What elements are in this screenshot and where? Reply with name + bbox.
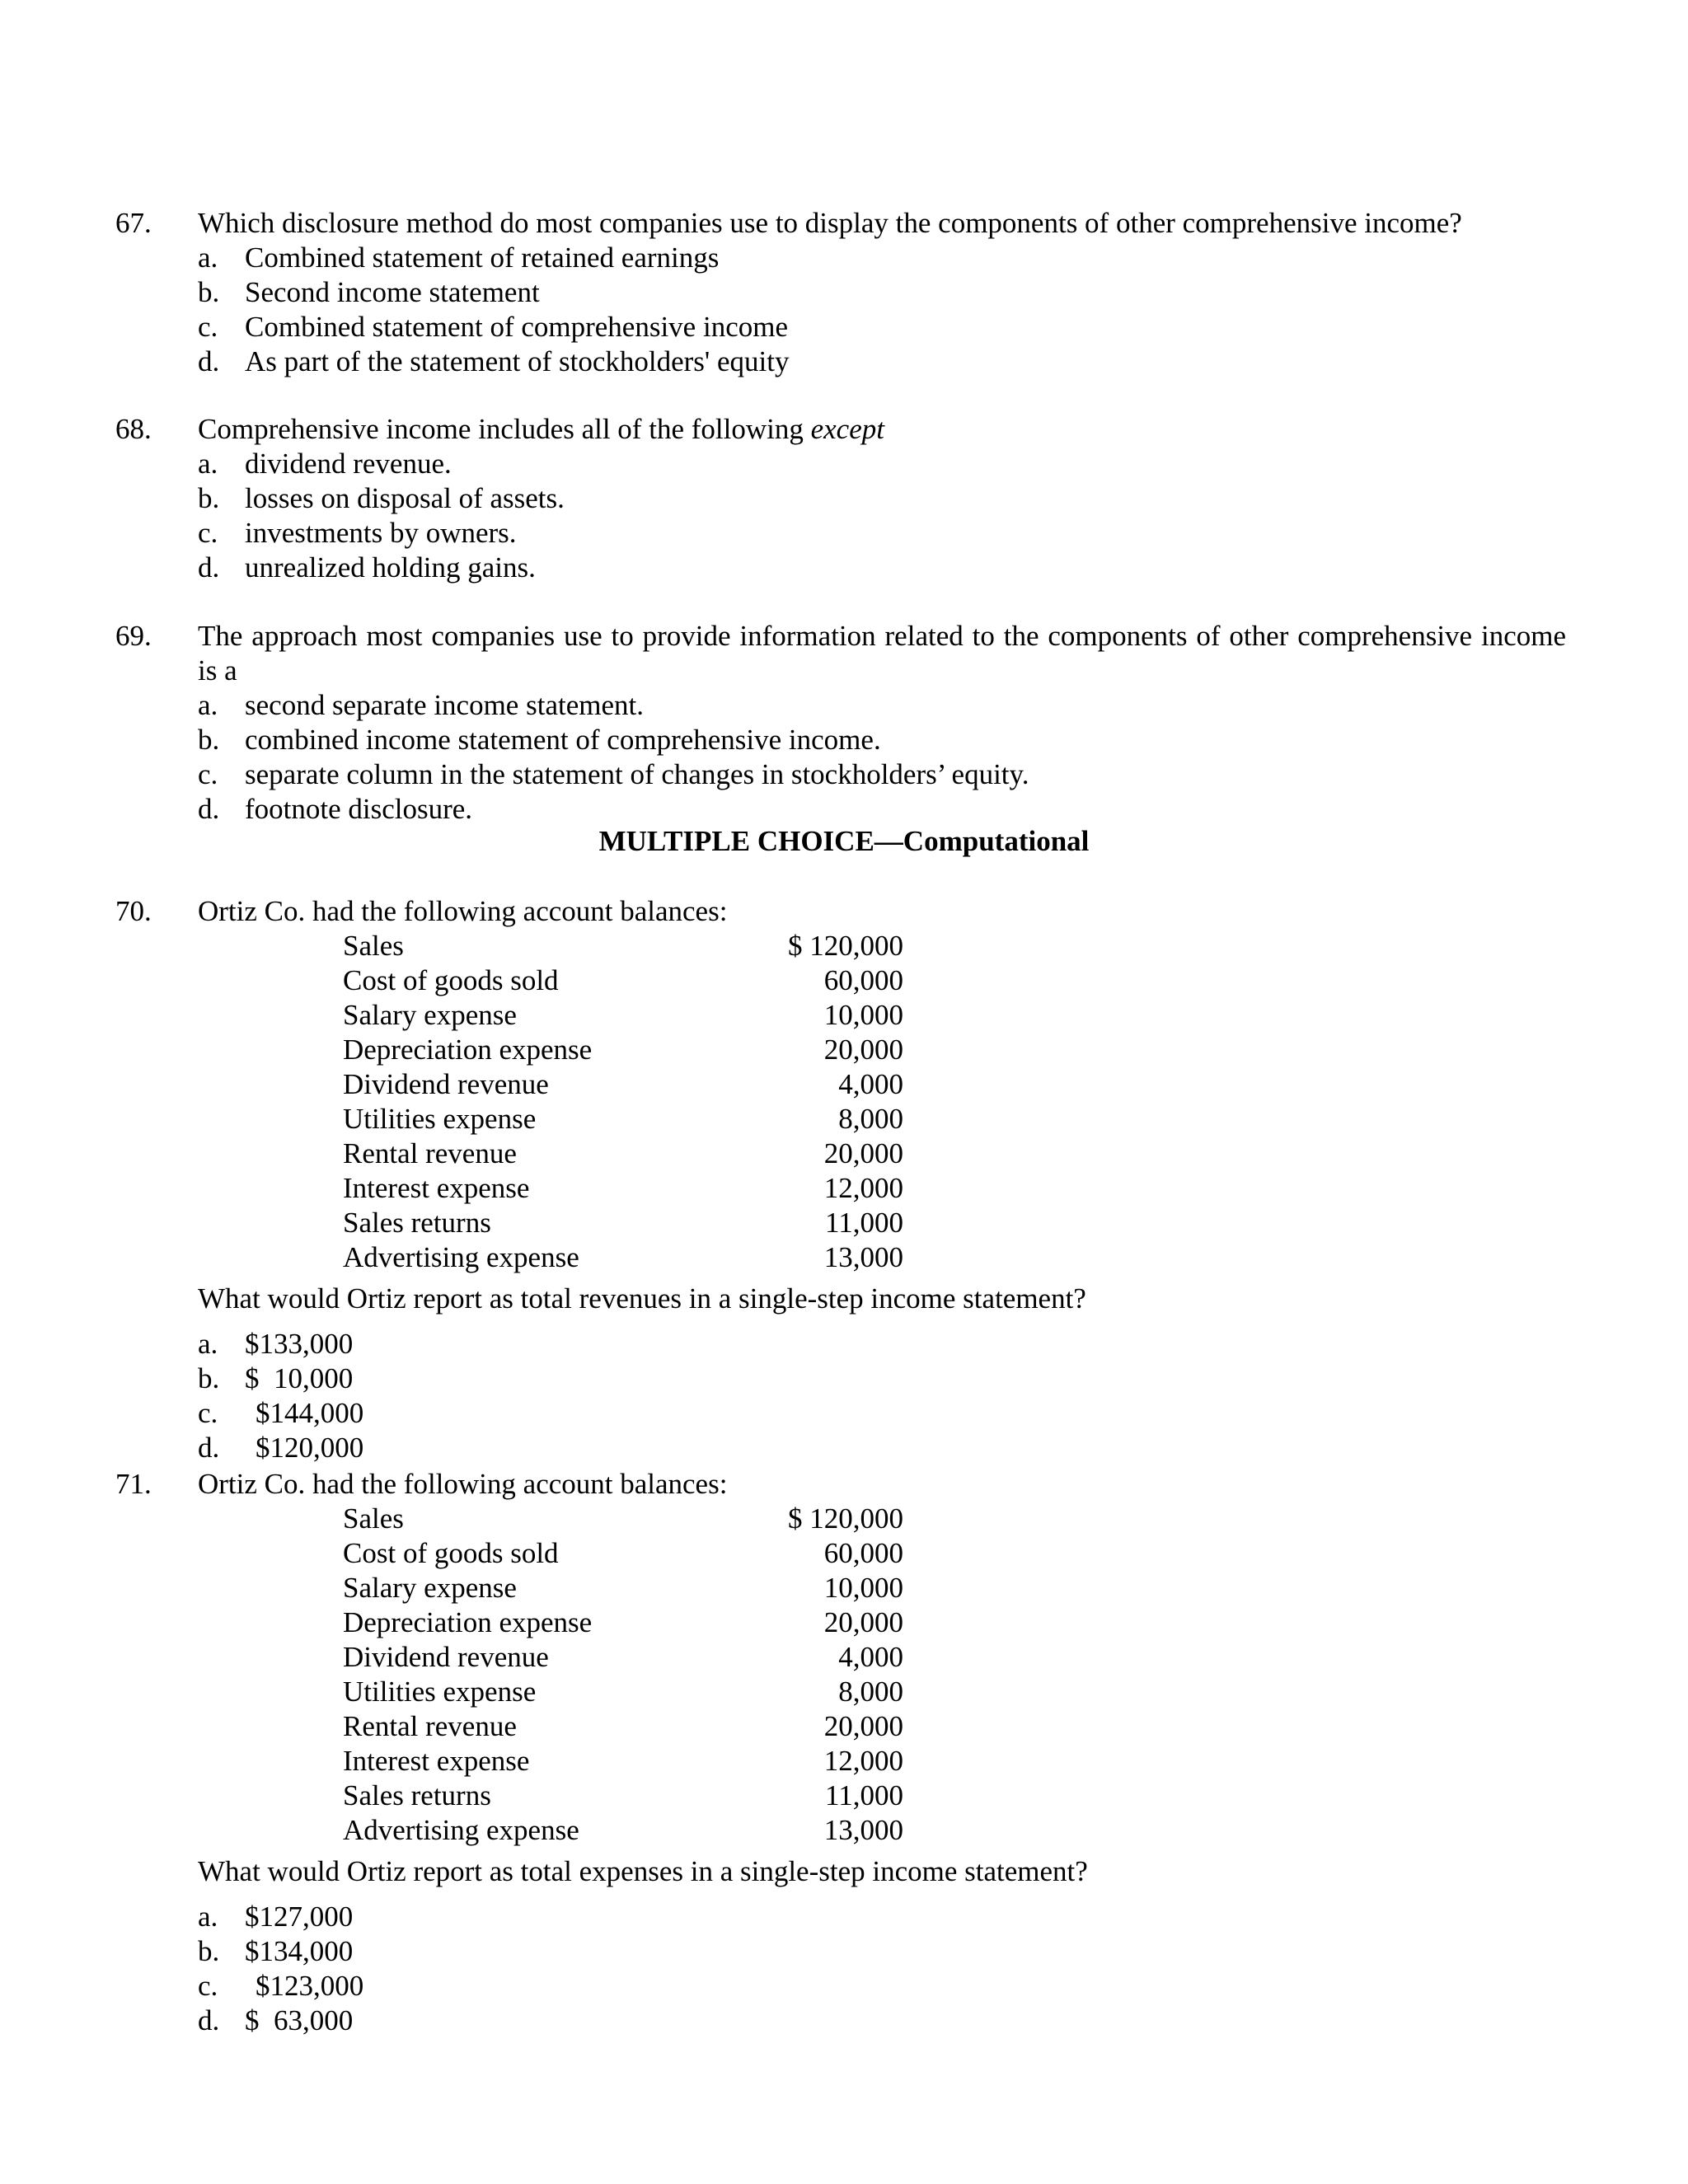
account-name: Sales returns	[343, 1207, 491, 1239]
account-name: Cost of goods sold	[343, 1537, 559, 1569]
option-text: $123,000	[256, 1970, 364, 2002]
option-d	[198, 551, 1566, 585]
option-text: $134,000	[245, 1935, 354, 1967]
option-letter: b.	[198, 482, 220, 514]
option-letter: d.	[198, 1432, 220, 1464]
option-letter: a.	[198, 1900, 218, 1933]
option-b	[198, 1934, 692, 1969]
question-stem: Ortiz Co. had the following account balances:	[198, 1468, 728, 1500]
option-text: Combined statement of comprehensive income	[245, 311, 788, 343]
account-balances-table	[343, 1502, 903, 1848]
account-row	[343, 1779, 903, 1813]
option-text: $ 10,000	[245, 1362, 354, 1394]
account-value: 13,000	[823, 1241, 903, 1273]
question-prompt: What would Ortiz report as total expenses in a single-step income statement?	[198, 1855, 1088, 1887]
account-balances-table	[343, 929, 903, 1275]
account-row	[343, 1536, 903, 1571]
account-name: Advertising expense	[343, 1814, 579, 1846]
option-c	[198, 1396, 692, 1431]
option-text: unrealized holding gains.	[245, 551, 536, 583]
option-c	[198, 516, 1566, 551]
option-text: combined income statement of comprehensive income.	[245, 724, 881, 756]
option-text: $133,000	[245, 1328, 354, 1360]
account-row	[343, 1675, 903, 1709]
account-name: Sales	[343, 1502, 404, 1535]
account-row	[343, 1640, 903, 1675]
account-name: Cost of goods sold	[343, 964, 559, 996]
option-letter: b.	[198, 1935, 220, 1967]
account-value: 60,000	[823, 964, 903, 996]
account-row	[343, 998, 903, 1033]
option-letter: c.	[198, 1397, 218, 1429]
account-value: 8,000	[838, 1103, 903, 1135]
option-text: Combined statement of retained earnings	[245, 241, 720, 274]
option-c	[198, 310, 1566, 344]
option-letter: c.	[198, 311, 218, 343]
option-letter: a.	[198, 689, 218, 721]
option-list	[198, 447, 1566, 585]
option-letter: d.	[198, 345, 220, 377]
option-a	[198, 1327, 692, 1361]
option-list	[198, 1327, 692, 1465]
option-letter: c.	[198, 517, 218, 549]
account-name: Advertising expense	[343, 1241, 579, 1273]
option-letter: a.	[198, 448, 218, 480]
option-text: Second income statement	[245, 276, 540, 308]
option-list	[198, 688, 1566, 827]
option-letter: a.	[198, 1328, 218, 1360]
question-stem	[198, 412, 1566, 447]
account-row	[343, 1102, 903, 1137]
account-name: Dividend revenue	[343, 1068, 549, 1100]
option-text: $127,000	[245, 1900, 354, 1933]
account-value: 8,000	[838, 1675, 903, 1708]
question-number: 70.	[115, 895, 152, 927]
account-row	[343, 1502, 903, 1536]
option-c	[198, 1969, 692, 2004]
account-name: Interest expense	[343, 1172, 530, 1204]
account-name: Sales	[343, 930, 404, 962]
account-value: 13,000	[823, 1814, 903, 1846]
account-value: 20,000	[823, 1606, 903, 1638]
account-value: 60,000	[823, 1537, 903, 1569]
account-row	[343, 1137, 903, 1171]
account-row	[343, 1744, 903, 1779]
account-row	[343, 1171, 903, 1206]
section-heading: MULTIPLE CHOICE—Computational	[598, 825, 1090, 857]
account-row	[343, 1206, 903, 1240]
account-name: Utilities expense	[343, 1675, 537, 1708]
option-text: dividend revenue.	[245, 448, 452, 480]
option-letter: d.	[198, 2004, 220, 2036]
option-letter: d.	[198, 551, 220, 583]
account-value: 11,000	[825, 1779, 903, 1811]
question-number: 67.	[115, 207, 152, 239]
account-value: 12,000	[823, 1172, 903, 1204]
account-row	[343, 1067, 903, 1102]
account-name: Dividend revenue	[343, 1641, 549, 1673]
option-a	[198, 241, 1566, 275]
option-a	[198, 688, 1566, 723]
account-row	[343, 1813, 903, 1848]
option-letter: d.	[198, 793, 220, 825]
account-row	[343, 1033, 903, 1067]
option-list	[198, 1900, 692, 2038]
account-name: Interest expense	[343, 1745, 530, 1777]
account-value: 11,000	[825, 1207, 903, 1239]
option-b	[198, 1361, 692, 1396]
option-b	[198, 481, 1566, 516]
question-prompt: What would Ortiz report as total revenues in a single-step income statement?	[198, 1282, 1086, 1315]
account-value: 4,000	[838, 1641, 903, 1673]
option-text: $144,000	[256, 1397, 364, 1429]
account-name: Rental revenue	[343, 1710, 517, 1742]
account-row	[343, 929, 903, 963]
option-letter: a.	[198, 241, 218, 274]
account-value: 20,000	[823, 1033, 903, 1066]
option-c	[198, 757, 1566, 792]
account-row	[343, 963, 903, 998]
account-row	[343, 1571, 903, 1605]
option-text: investments by owners.	[245, 517, 517, 549]
option-text: $ 63,000	[245, 2004, 354, 2036]
option-letter: b.	[198, 1362, 220, 1394]
option-a	[198, 1900, 692, 1934]
question-number: 71.	[115, 1468, 152, 1500]
account-value: $ 120,000	[788, 1502, 903, 1535]
option-text: $120,000	[256, 1432, 364, 1464]
account-name: Rental revenue	[343, 1137, 517, 1169]
account-name: Sales returns	[343, 1779, 491, 1811]
account-value: 4,000	[838, 1068, 903, 1100]
option-text: losses on disposal of assets.	[245, 482, 565, 514]
option-letter: c.	[198, 1970, 218, 2002]
option-b	[198, 723, 1566, 757]
account-row	[343, 1709, 903, 1744]
account-value: 12,000	[823, 1745, 903, 1777]
account-value: 10,000	[823, 1572, 903, 1604]
account-value: 20,000	[823, 1137, 903, 1169]
option-text: footnote disclosure.	[245, 793, 473, 825]
account-name: Depreciation expense	[343, 1606, 593, 1638]
option-d	[198, 2004, 692, 2038]
question-stem: The approach most companies use to provide information related to the components of other comprehensive income is a	[198, 620, 1566, 687]
option-d	[198, 1431, 692, 1465]
option-list	[198, 241, 1566, 379]
account-name: Salary expense	[343, 1572, 517, 1604]
account-name: Depreciation expense	[343, 1033, 593, 1066]
option-letter: c.	[198, 758, 218, 790]
option-b	[198, 275, 1566, 310]
option-a	[198, 447, 1566, 481]
account-value: $ 120,000	[788, 930, 903, 962]
account-name: Salary expense	[343, 999, 517, 1031]
option-d	[198, 344, 1566, 379]
account-value: 10,000	[823, 999, 903, 1031]
question-number: 69.	[115, 620, 152, 652]
option-text: second separate income statement.	[245, 689, 644, 721]
option-text: As part of the statement of stockholders' equity	[245, 345, 790, 377]
question-number: 68.	[115, 413, 152, 445]
stem-text: Comprehensive income includes all of the following	[198, 413, 811, 445]
option-text: separate column in the statement of changes in stockholders’ equity.	[245, 758, 1029, 790]
stem-emphasis: except	[810, 413, 884, 445]
account-name: Utilities expense	[343, 1103, 537, 1135]
option-d	[198, 792, 1566, 827]
option-letter: b.	[198, 724, 220, 756]
account-row	[343, 1240, 903, 1275]
question-stem: Which disclosure method do most companies use to display the components of other comprehensive income?	[198, 207, 1462, 239]
account-value: 20,000	[823, 1710, 903, 1742]
account-row	[343, 1605, 903, 1640]
option-letter: b.	[198, 276, 220, 308]
question-stem: Ortiz Co. had the following account balances:	[198, 895, 728, 927]
